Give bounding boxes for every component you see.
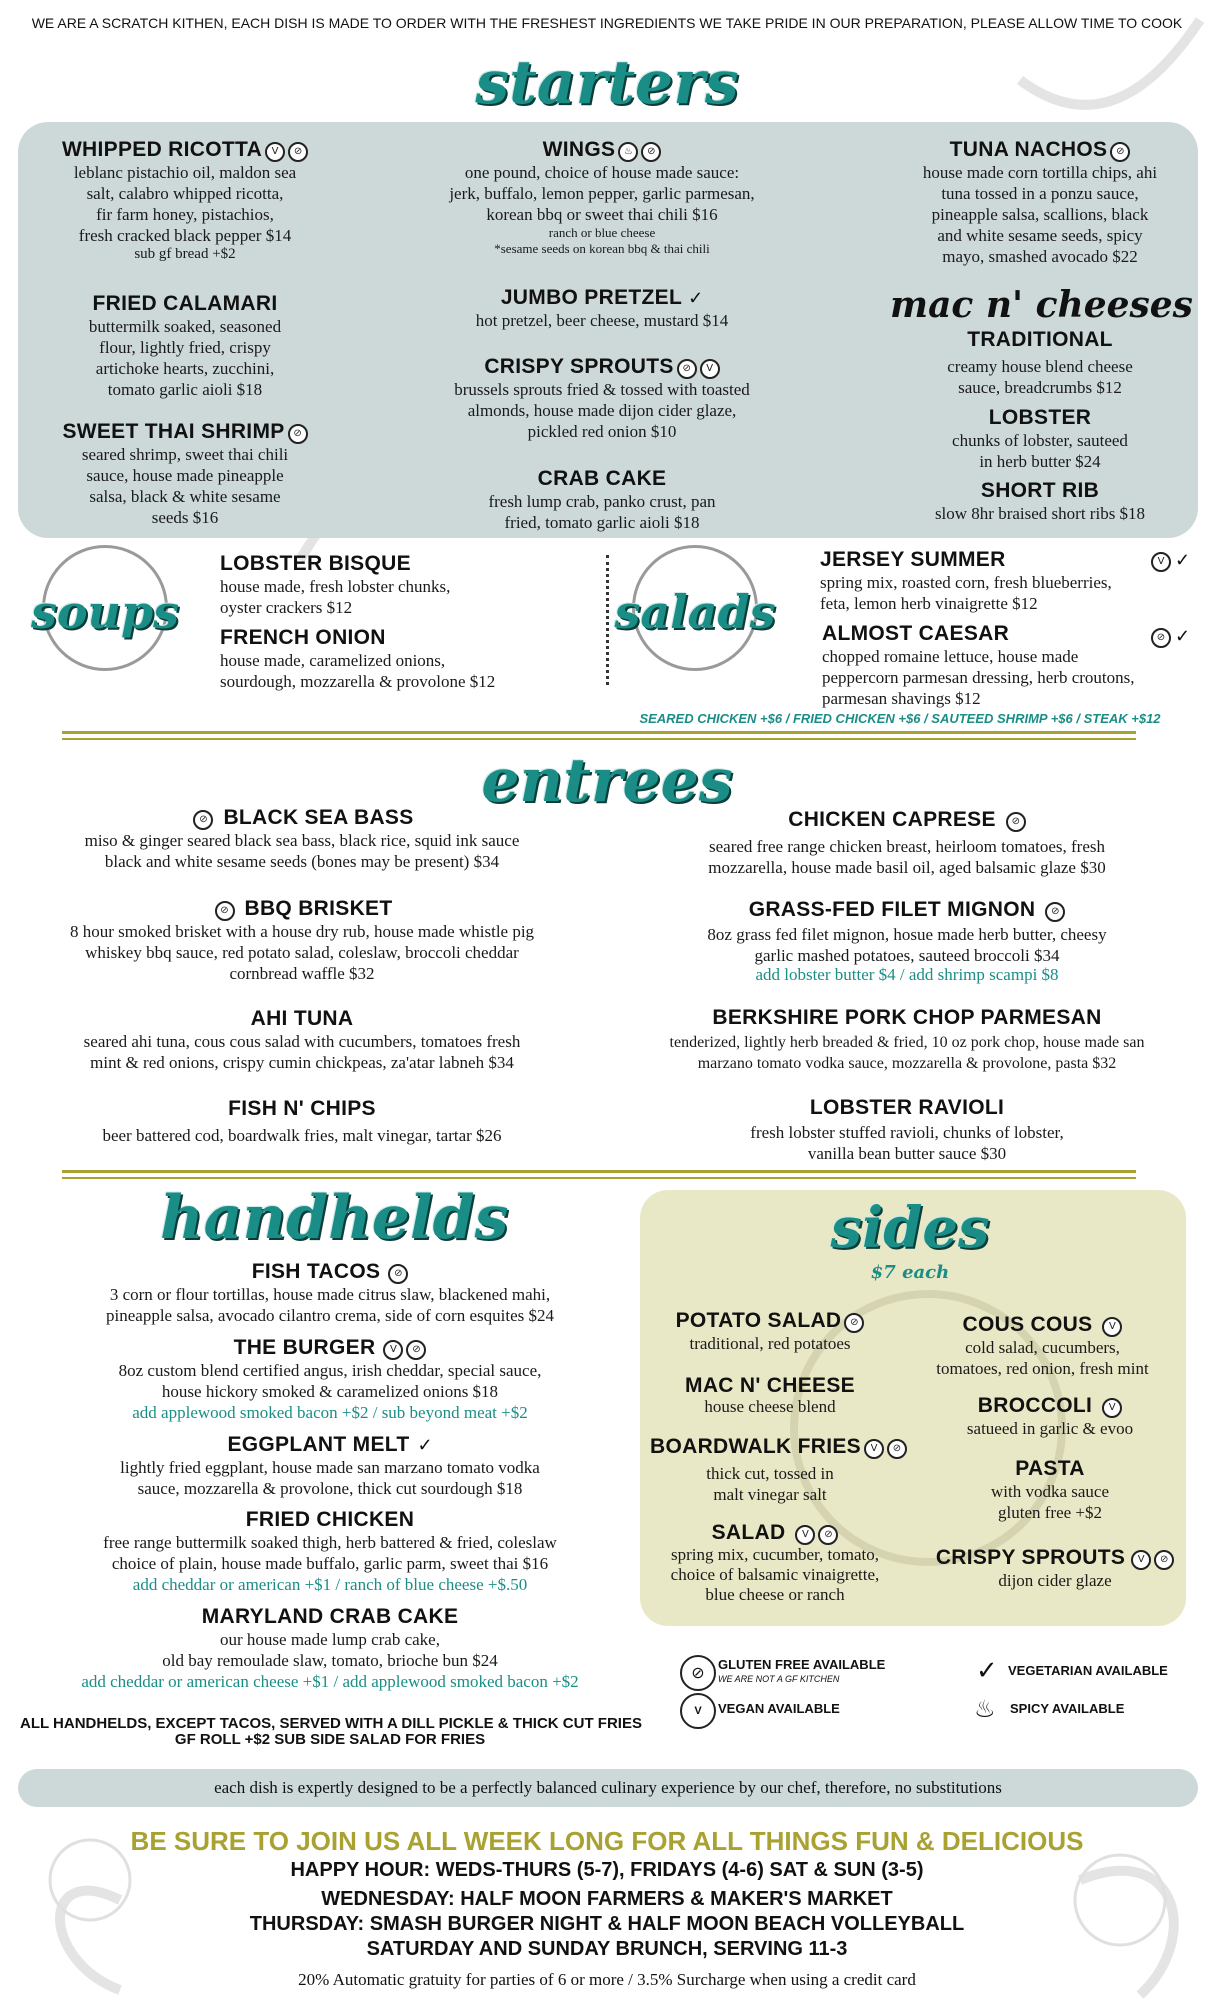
item-desc: fresh cracked black pepper $14 (78, 226, 292, 246)
vegetarian-icon: ✓ (417, 1435, 433, 1455)
item-desc: sauce, mozzarella & provolone, thick cut sourdough $18 (137, 1479, 523, 1498)
item-desc: fir farm honey, pistachios, (96, 205, 274, 225)
side-boardwalk-fries (650, 1435, 902, 1505)
item-name: CRISPY SPROUTS (935, 1546, 1126, 1569)
section-rule (62, 1177, 1136, 1179)
item-desc: seared free range chicken breast, heirloom tomatoes, fresh (708, 837, 1105, 857)
lobster-bisque-item (220, 552, 450, 618)
item-desc: peppercorn parmesan dressing, herb croutons, (822, 668, 1135, 687)
item-desc: brussels sprouts fried & tossed with toasted (454, 380, 750, 400)
gluten-free-icon: ⊘ (288, 142, 308, 162)
handhelds-footer (20, 1716, 640, 1748)
item-desc: sauce, house made pineapple (86, 466, 284, 486)
gluten-free-icon: ⊘ (388, 1264, 408, 1284)
ahi-tuna-item (12, 1007, 592, 1073)
item-name: FRIED CHICKEN (245, 1508, 415, 1531)
item-name: SWEET THAI SHRIMP (62, 420, 285, 443)
vegetarian-icon: ✓ (688, 288, 704, 308)
item-note: sub gf bread +$2 (134, 246, 236, 263)
vegan-icon: V (1151, 552, 1171, 572)
legend-vegan: VEGAN AVAILABLE (718, 1701, 840, 1716)
item-desc: traditional, red potatoes (689, 1334, 851, 1354)
chicken-caprese-item (622, 808, 1192, 878)
item-name: CHICKEN CAPRESE (788, 808, 996, 831)
gluten-free-icon: ⊘ (1006, 812, 1026, 832)
side-mac-cheese (650, 1374, 890, 1416)
item-desc: fresh lobster stuffed ravioli, chunks of lobster, (750, 1123, 1064, 1142)
item-desc: creamy house blend cheese (947, 357, 1133, 376)
item-desc: in herb butter $24 (979, 452, 1101, 471)
item-desc: chopped romaine lettuce, house made (822, 647, 1079, 666)
item-name: BLACK SEA BASS (223, 806, 414, 829)
gluten-free-icon: ⊘ (288, 424, 308, 444)
item-name: SALAD (711, 1521, 786, 1544)
gluten-free-icon: ⊘ (887, 1439, 907, 1459)
pork-chop-item (622, 1006, 1192, 1074)
item-name: FRENCH ONION (220, 626, 386, 649)
item-desc: 8oz custom blend certified angus, irish cheddar, special sauce, (118, 1361, 542, 1381)
section-rule (62, 738, 1136, 740)
item-desc: flour, lightly fried, crispy (99, 338, 271, 357)
spicy-icon: ♨ (618, 142, 638, 162)
item-name: COUS COUS (962, 1313, 1093, 1336)
item-name: MAC N' CHEESE (685, 1374, 855, 1397)
item-desc: miso & ginger seared black sea bass, black rice, squid ink sauce (84, 831, 520, 851)
item-desc: choice of balsamic vinaigrette, (670, 1565, 880, 1585)
item-desc: satueed in garlic & evoo (966, 1419, 1134, 1439)
legend-spicy: SPICY AVAILABLE (1010, 1701, 1125, 1716)
event-line: SATURDAY AND SUNDAY BRUNCH, SERVING 11-3 (366, 1938, 848, 1960)
crab-cake-item (392, 467, 812, 533)
item-desc: fried, tomato garlic aioli $18 (504, 513, 700, 532)
item-desc: garlic mashed potatoes, sauteed broccoli $34 (754, 946, 1060, 966)
vegan-icon: V (795, 1525, 815, 1545)
handhelds-note: GF ROLL +$2 SUB SIDE SALAD FOR FRIES (174, 1731, 486, 1748)
item-desc: cold salad, cucumbers, (965, 1338, 1120, 1358)
item-desc: seared shrimp, sweet thai chili (81, 445, 289, 465)
bbq-brisket-item (12, 897, 592, 984)
item-note: *sesame seeds on korean bbq & thai chili (494, 241, 710, 257)
item-desc: 8oz grass fed filet mignon, hosue made herb butter, cheesy (707, 925, 1107, 945)
item-desc: house cheese blend (704, 1397, 836, 1416)
item-desc: tomatoes, red onion, fresh mint (936, 1359, 1149, 1379)
sweet-thai-shrimp-item (40, 420, 330, 528)
handhelds-note: ALL HANDHELDS, EXCEPT TACOS, SERVED WITH A DILL PICKLE & THICK CUT FRIES (20, 1715, 642, 1732)
wings-item (392, 138, 812, 257)
item-name: LOBSTER RAVIOLI (809, 1096, 1005, 1119)
item-desc: black and white sesame seeds (bones may be present) $34 (104, 852, 500, 872)
item-desc: seeds $16 (151, 508, 219, 528)
black-sea-bass-item (12, 806, 592, 872)
item-desc: tuna tossed in a ponzu sauce, (941, 184, 1139, 204)
item-name: PASTA (1015, 1457, 1085, 1480)
item-name: CRISPY SPROUTS (484, 355, 674, 378)
item-desc: tenderized, lightly herb breaded & fried, 10 oz pork chop, house made san (669, 1034, 1145, 1051)
item-name: EGGPLANT MELT (227, 1433, 410, 1456)
item-desc: vanilla bean butter sauce $30 (807, 1144, 1007, 1163)
burger-item (20, 1336, 640, 1423)
item-desc: house made, fresh lobster chunks, (220, 577, 451, 596)
section-rule (62, 1170, 1136, 1173)
item-desc: korean bbq or sweet thai chili $16 (486, 205, 718, 225)
gluten-free-icon: ⊘ (680, 1655, 716, 1691)
event-line: WEDNESDAY: HALF MOON FARMERS & MAKER'S MARKET (321, 1888, 893, 1910)
item-desc: sauce, breadcrumbs $12 (958, 378, 1122, 397)
item-desc: cornbread waffle $32 (229, 964, 375, 984)
item-note: ranch or blue cheese (548, 225, 656, 241)
item-desc: with vodka sauce (990, 1482, 1110, 1501)
item-desc: buttermilk soaked, seasoned (88, 317, 282, 336)
almost-caesar-item (822, 622, 1135, 709)
vegan-icon: V (265, 142, 285, 162)
entrees-heading: entrees (481, 746, 733, 816)
gratuity-note: 20% Automatic gratuity for parties of 6 or more / 3.5% Surcharge when using a credit card (298, 1970, 916, 1989)
french-onion-item (220, 626, 495, 692)
sides-price: $7 each (870, 1262, 950, 1283)
item-desc: our house made lump crab cake, (220, 1630, 440, 1649)
item-desc: 8 hour smoked brisket with a house dry rub, house made whistle pig (69, 922, 535, 942)
salads-heading: salads (614, 585, 776, 639)
events-headline: BE SURE TO JOIN US ALL WEEK LONG FOR ALL THINGS FUN & DELICIOUS (130, 1826, 1084, 1856)
gluten-free-icon: ⊘ (641, 142, 661, 162)
item-name: POTATO SALAD (675, 1309, 842, 1332)
lobster-ravioli-item (622, 1096, 1192, 1164)
item-desc: spring mix, roasted corn, fresh blueberries, (820, 573, 1112, 592)
no-substitutions-text: each dish is expertly designed to be a perfectly balanced culinary experience by our chef, therefore, no substitutions (214, 1778, 1002, 1797)
item-desc: slow 8hr braised short ribs $18 (934, 504, 1146, 523)
item-desc: free range buttermilk soaked thigh, herb battered & fried, coleslaw (103, 1533, 557, 1552)
item-desc: gluten free +$2 (998, 1503, 1102, 1522)
legend-gluten-free: GLUTEN FREE AVAILABLE (718, 1657, 886, 1672)
item-name: BBQ BRISKET (244, 897, 393, 920)
item-name: SHORT RIB (980, 479, 1100, 502)
events-list (0, 1858, 1214, 1962)
mac-heading: mac n' cheeses (890, 284, 1193, 326)
item-desc: mozzarella, house made basil oil, aged balsamic glaze $30 (708, 858, 1106, 878)
vegan-icon: V (1102, 1317, 1122, 1337)
vegetarian-icon: ✓ (1175, 626, 1191, 646)
item-addon: add applewood smoked bacon +$2 / sub beyond meat +$2 (132, 1403, 528, 1423)
side-broccoli (930, 1394, 1170, 1439)
item-addon: add lobster butter $4 / add shrimp scampi $8 (755, 965, 1059, 985)
mac-short-rib-item (890, 479, 1190, 524)
item-desc: house made, caramelized onions, (220, 651, 446, 670)
item-desc: oyster crackers $12 (220, 598, 353, 617)
gluten-free-icon: ⊘ (1110, 142, 1130, 162)
legend-vegetarian: VEGETARIAN AVAILABLE (1008, 1663, 1168, 1678)
item-desc: leblanc pistachio oil, maldon sea (73, 163, 297, 183)
item-name: BERKSHIRE PORK CHOP PARMESAN (712, 1006, 1102, 1029)
item-name: JERSEY SUMMER (820, 548, 1006, 571)
item-name: MARYLAND CRAB CAKE (201, 1605, 459, 1628)
vegan-icon: V (383, 1340, 403, 1360)
side-pasta (930, 1457, 1170, 1523)
item-desc: fresh lump crab, panko crust, pan (488, 492, 716, 511)
item-desc: hot pretzel, beer cheese, mustard $14 (475, 311, 729, 330)
item-name: THE BURGER (233, 1336, 376, 1359)
item-name: LOBSTER (988, 406, 1092, 429)
item-desc: dijon cider glaze (998, 1571, 1112, 1591)
item-name: TUNA NACHOS (949, 138, 1108, 161)
legend-gf-note: WE ARE NOT A GF KITCHEN (718, 1674, 840, 1684)
event-line: HAPPY HOUR: WEDS-THURS (5-7), FRIDAYS (4-6) SAT & SUN (3-5) (290, 1859, 924, 1881)
item-desc: and white sesame seeds, spicy (937, 226, 1143, 246)
item-desc: seared ahi tuna, cous cous salad with cucumbers, tomatoes fresh (83, 1032, 521, 1051)
fried-chicken-item (20, 1508, 640, 1595)
crispy-sprouts-item (392, 355, 812, 442)
gluten-free-icon: ⊘ (1151, 628, 1171, 648)
item-desc: salt, calabro whipped ricotta, (86, 184, 284, 204)
vegetarian-icon: ✓ (976, 1656, 998, 1686)
spicy-icon: ♨ (974, 1695, 996, 1723)
tuna-nachos-item (885, 138, 1195, 267)
item-desc: choice of plain, house made buffalo, garlic parm, sweet thai $16 (111, 1554, 549, 1573)
item-desc: mint & red onions, crispy cumin chickpeas, za'atar labneh $34 (90, 1053, 514, 1072)
mac-traditional-item (890, 328, 1190, 398)
item-name: WHIPPED RICOTTA (61, 138, 263, 161)
item-name: JUMBO PRETZEL (500, 286, 683, 309)
item-name: BOARDWALK FRIES (650, 1435, 861, 1458)
section-rule (62, 731, 1136, 734)
starters-heading: starters (475, 48, 739, 118)
item-desc: house made corn tortilla chips, ahi (922, 163, 1158, 183)
vegan-icon: V (1102, 1398, 1122, 1418)
jumbo-pretzel-item (392, 286, 812, 331)
fish-tacos-item (20, 1260, 640, 1326)
item-desc: malt vinegar salt (713, 1485, 827, 1505)
item-name: BROCCOLI (977, 1394, 1093, 1417)
item-name: WINGS (542, 138, 616, 161)
sides-heading: sides (830, 1195, 990, 1261)
item-desc: marzano tomato vodka sauce, mozzarella & provolone, pasta $32 (697, 1055, 1117, 1072)
gluten-free-icon: ⊘ (818, 1525, 838, 1545)
item-desc: pineapple salsa, scallions, black (931, 205, 1149, 225)
soups-heading: soups (30, 585, 180, 639)
vegan-icon: V (700, 359, 720, 379)
salad-diet-icons (1148, 550, 1190, 572)
item-desc: lightly fried eggplant, house made san marzano tomato vodka (120, 1458, 540, 1477)
item-name: GRASS-FED FILET MIGNON (748, 898, 1036, 921)
gluten-free-icon: ⊘ (193, 810, 213, 830)
kitchen-notice: WE ARE A SCRATCH KITHEN, EACH DISH IS MADE TO ORDER WITH THE FRESHEST INGREDIENTS WE TAKE PRIDE IN OUR PREPARATION, PLEASE ALLOW TIME TO COOK (31, 15, 1183, 31)
gluten-free-icon: ⊘ (677, 359, 697, 379)
vegan-icon: V (864, 1439, 884, 1459)
filet-mignon-item (622, 898, 1192, 983)
item-name: AHI TUNA (250, 1007, 354, 1030)
item-addon: add cheddar or american +$1 / ranch of blue cheese +$.50 (132, 1575, 528, 1594)
side-salad (640, 1521, 910, 1605)
item-desc: feta, lemon herb vinaigrette $12 (820, 594, 1038, 613)
item-name: FISH TACOS (251, 1260, 381, 1283)
item-desc: old bay remoulade slaw, tomato, brioche bun $24 (162, 1651, 498, 1670)
item-desc: jerk, buffalo, lemon pepper, garlic parmesan, (449, 184, 755, 204)
side-crispy-sprouts (930, 1546, 1180, 1591)
item-desc: one pound, choice of house made sauce: (464, 163, 740, 183)
gluten-free-icon: ⊘ (406, 1340, 426, 1360)
vegan-icon: V (680, 1693, 716, 1729)
fried-calamari-item (40, 292, 330, 400)
fish-chips-item (12, 1097, 592, 1146)
item-desc: house hickory smoked & caramelized onions $18 (161, 1382, 499, 1402)
caesar-diet-icons (1148, 626, 1190, 648)
item-addon: add cheddar or american cheese +$1 / add applewood smoked bacon +$2 (81, 1672, 579, 1691)
vegan-icon: V (1131, 1550, 1151, 1570)
item-desc: almonds, house made dijon cider glaze, (467, 401, 737, 421)
item-desc: chunks of lobster, sauteed (952, 431, 1128, 450)
maryland-crab-cake-item (20, 1605, 640, 1692)
jersey-summer-item (820, 548, 1112, 614)
gluten-free-icon: ⊘ (844, 1313, 864, 1333)
gluten-free-icon: ⊘ (215, 901, 235, 921)
salad-addons: SEARED CHICKEN +$6 / FRIED CHICKEN +$6 / SAUTEED SHRIMP +$6 / STEAK +$12 (639, 711, 1161, 726)
item-name: CRAB CAKE (537, 467, 667, 490)
item-name: ALMOST CAESAR (822, 622, 1010, 645)
item-desc: thick cut, tossed in (706, 1464, 834, 1484)
event-line: THURSDAY: SMASH BURGER NIGHT & HALF MOON BEACH VOLLEYBALL (249, 1913, 965, 1935)
item-name: TRADITIONAL (967, 328, 1113, 351)
item-desc: 3 corn or flour tortillas, house made citrus slaw, blackened mahi, (109, 1285, 551, 1305)
item-desc: mayo, smashed avocado $22 (942, 247, 1138, 267)
handhelds-heading: handhelds (160, 1183, 509, 1253)
item-desc: blue cheese or ranch (705, 1585, 845, 1605)
item-desc: pickled red onion $10 (527, 422, 677, 442)
vegetarian-icon: ✓ (1175, 550, 1191, 570)
item-name: FRIED CALAMARI (92, 292, 278, 315)
item-desc: whiskey bbq sauce, red potato salad, coleslaw, broccoli cheddar (85, 943, 519, 963)
gluten-free-icon: ⊘ (1045, 902, 1065, 922)
gluten-free-icon: ⊘ (1154, 1550, 1174, 1570)
item-name: FISH N' CHIPS (228, 1097, 376, 1120)
side-potato-salad (650, 1309, 890, 1354)
item-desc: tomato garlic aioli $18 (107, 380, 263, 399)
item-desc: beer battered cod, boardwalk fries, malt vinegar, tartar $26 (102, 1126, 502, 1145)
item-desc: sourdough, mozzarella & provolone $12 (220, 672, 496, 691)
side-cous-cous (905, 1313, 1180, 1379)
item-desc: artichoke hearts, zucchini, (95, 359, 275, 378)
item-desc: parmesan shavings $12 (822, 689, 981, 708)
whipped-ricotta-item (40, 138, 330, 263)
eggplant-melt-item (20, 1433, 640, 1499)
item-name: LOBSTER BISQUE (220, 552, 411, 575)
item-desc: spring mix, cucumber, tomato, (670, 1545, 879, 1565)
mac-lobster-item (890, 406, 1190, 472)
item-desc: pineapple salsa, avocado cilantro crema, side of corn esquites $24 (106, 1306, 554, 1326)
item-desc: salsa, black & white sesame (89, 487, 281, 507)
